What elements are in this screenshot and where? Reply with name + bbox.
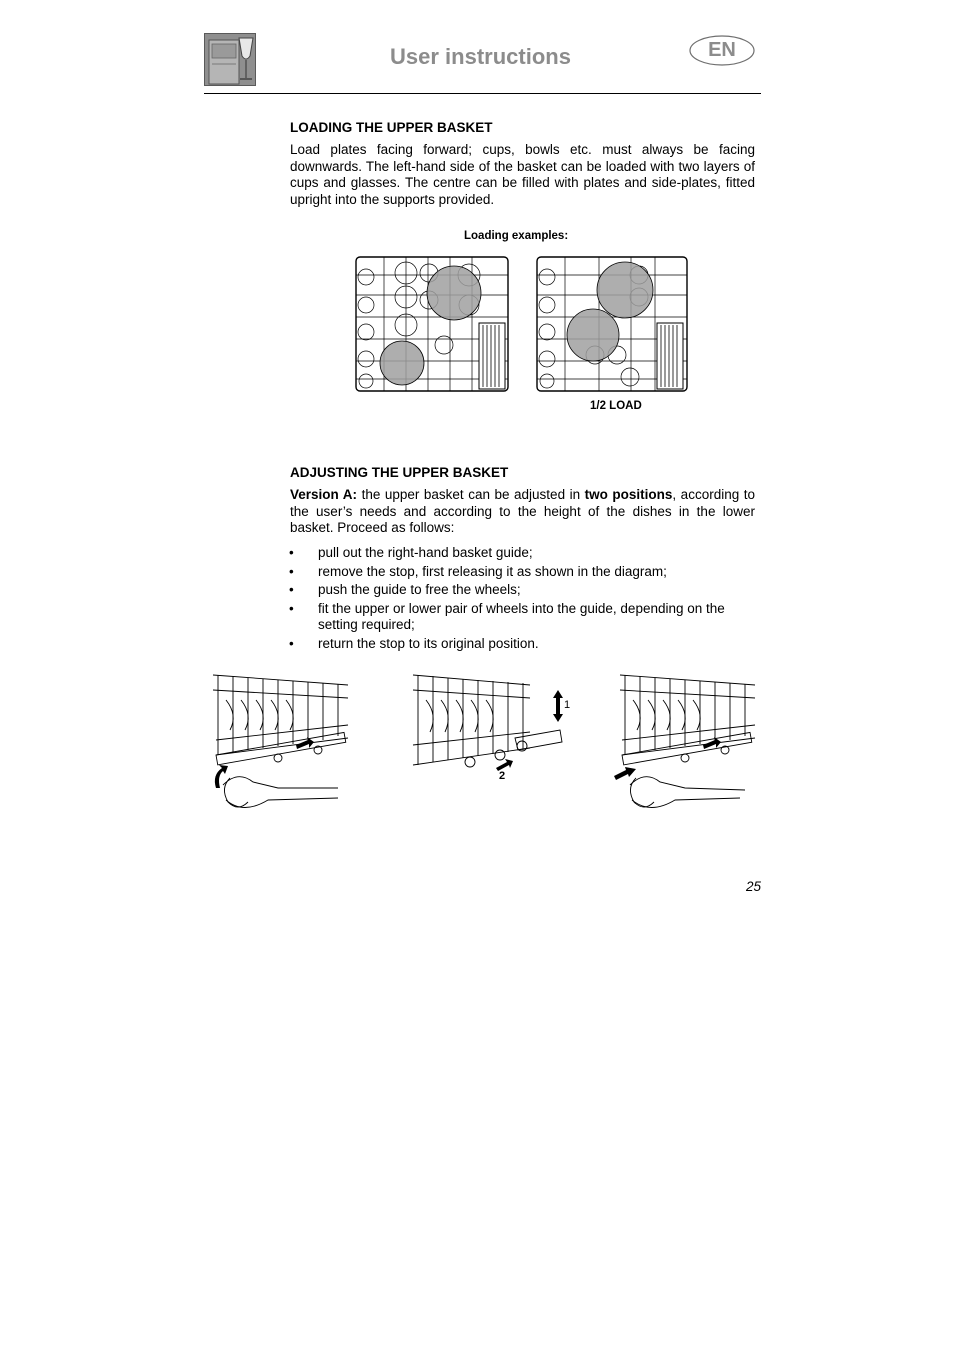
bullet: •: [289, 635, 294, 651]
release-stop-illustration: [208, 670, 353, 820]
bullet: •: [289, 563, 294, 579]
adjustment-steps-list: [289, 545, 755, 654]
adjusting-section-intro: [290, 487, 755, 537]
language-badge-label: EN: [708, 39, 736, 61]
list-item: [289, 601, 755, 634]
dishwasher-glass-icon: [204, 33, 256, 86]
basket-half-load-diagram: [535, 255, 690, 394]
loading-section-body: Load plates facing forward; cups, bowls etc. must always be facing downwards. The left-hand side of the basket can be loaded with two layers of cups and glasses. The centre can be filled with plates and side-plates, fitted upright into the supports provided.: [290, 142, 755, 207]
page-header-title: User instructions: [390, 44, 571, 69]
basket-full-load-diagram: [354, 255, 511, 394]
list-item: [289, 545, 755, 562]
adjusting-section-heading: ADJUSTING THE UPPER BASKET: [290, 465, 509, 480]
loading-section-heading: LOADING THE UPPER BASKET: [290, 120, 493, 135]
step-text: fit the upper or lower pair of wheels into the guide, depending on the setting required;: [318, 600, 725, 632]
list-item: [289, 636, 755, 653]
intro-text-part-1: the upper basket can be adjusted in: [357, 487, 585, 502]
step-text: return the stop to its original position.: [318, 635, 539, 651]
header-divider: [204, 93, 761, 94]
bullet: •: [289, 545, 294, 560]
version-label: Version A:: [290, 487, 358, 502]
positions-emphasis: two positions: [584, 487, 673, 502]
bullet: •: [289, 582, 294, 597]
bullet: •: [289, 600, 294, 616]
list-item: [289, 582, 755, 599]
half-load-label: 1/2 LOAD: [590, 400, 642, 412]
page-number: 25: [746, 879, 762, 894]
step-one-label: 1: [564, 699, 570, 711]
loading-examples-caption: Loading examples:: [464, 230, 569, 242]
list-item: [289, 564, 755, 581]
step-text: remove the stop, first releasing it as shown in the diagram;: [318, 563, 667, 579]
intro-text-part-2: , according to the user’s needs and according to the height of the dishes in the lower basket. Proceed as follows:: [290, 487, 755, 535]
step-two-label: 2: [499, 770, 506, 782]
step-text: push the guide to free the wheels;: [318, 582, 521, 597]
step-text: pull out the right-hand basket guide;: [318, 545, 533, 560]
language-badge: [689, 35, 755, 66]
fit-wheels-illustration: [410, 670, 570, 785]
return-stop-illustration: [610, 670, 760, 825]
